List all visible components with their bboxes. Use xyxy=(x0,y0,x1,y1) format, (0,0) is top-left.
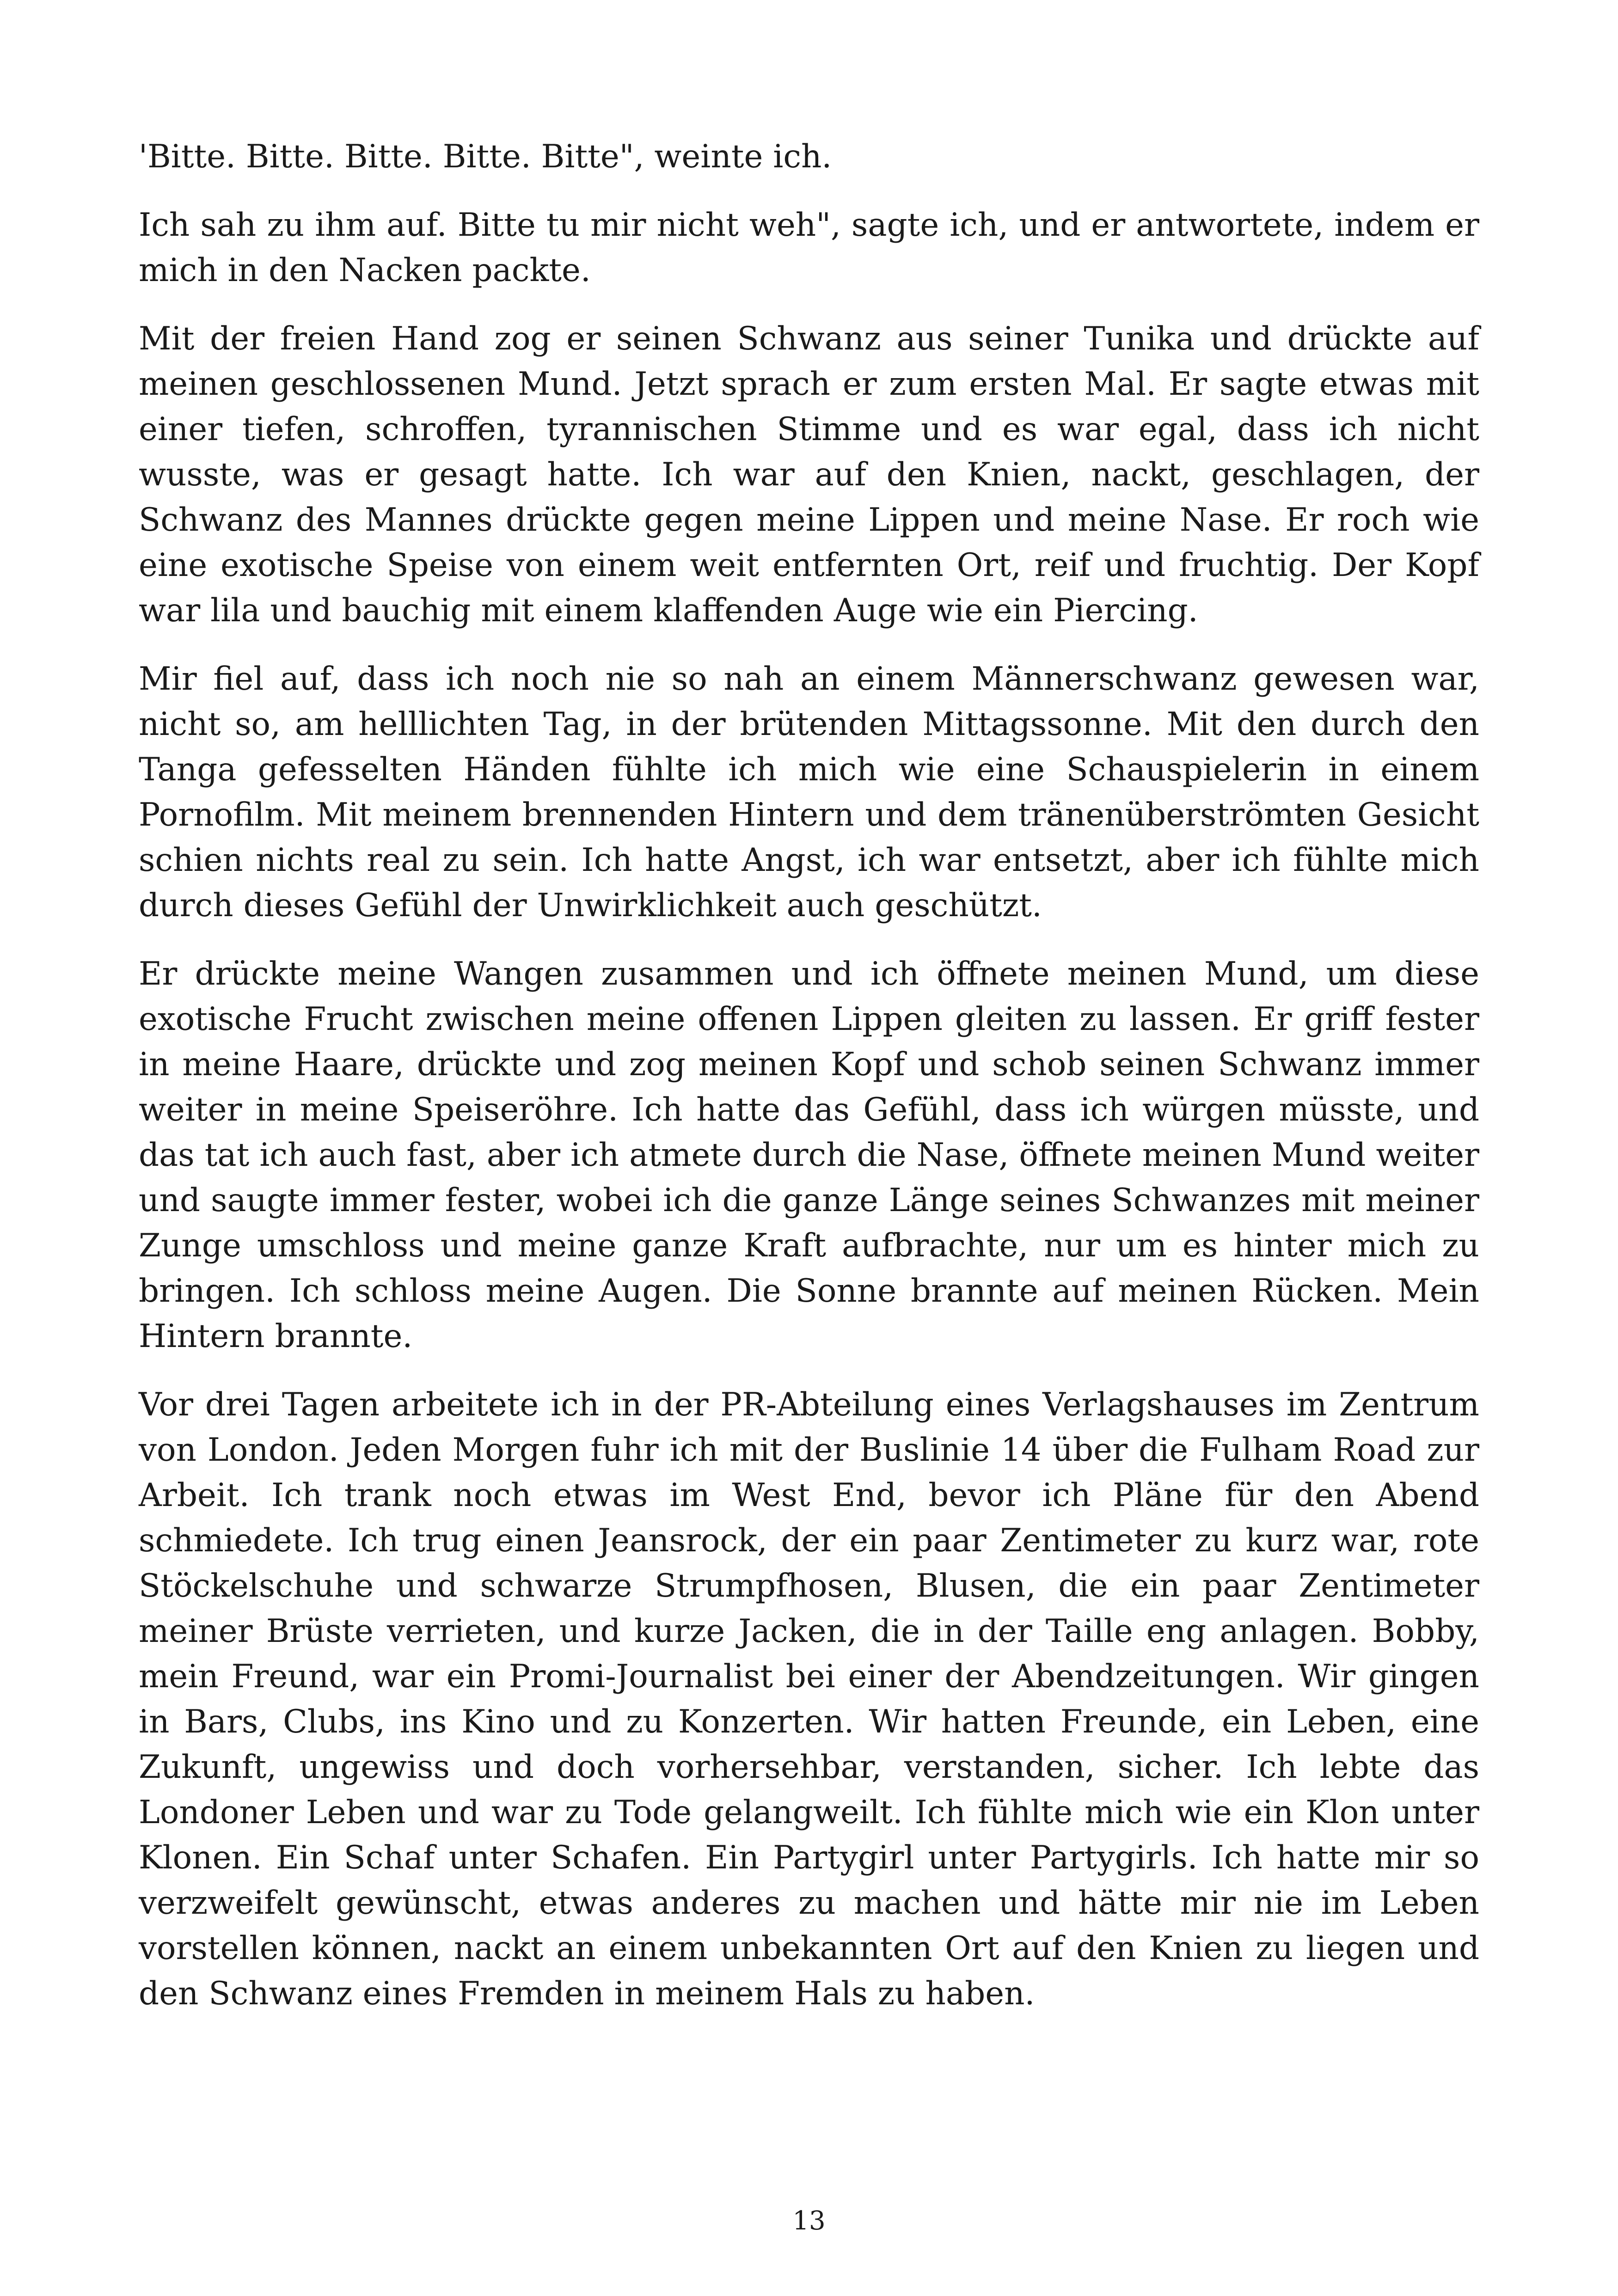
paragraph-1: 'Bitte. Bitte. Bitte. Bitte. Bitte", weinte ich. xyxy=(139,138,832,175)
paragraph-6: Vor drei Tagen arbeitete ich in der PR-Abteilung eines Verlagshauses im Zentrum von London. Jeden Morgen fuhr ich mit der Buslinie 14 über die Fulham Road zur Arbeit. Ich trank noch etwas im West End, bevor ich Pläne für den Abend schmiedete. Ich trug einen Jeansrock, der ein paar Zentimeter zu kurz war, rote Stöckelschuhe und schwarze Strumpfhosen, Blusen, die ein paar Zentimeter meiner Brüste verrieten, und kurze Jacken, die in der Taille eng anlagen. Bobby, mein Freund, war ein Promi-Journalist bei einer der Abendzeitungen. Wir gingen in Bars, Clubs, ins Kino und zu Konzerten. Wir hatten Freunde, ein Leben, eine Zukunft, ungewiss und doch vorhersehbar, verstanden, sicher. Ich lebte das Londoner Leben und war zu Tode gelangweilt. Ich fühlte mich wie ein Klon unter Klonen. Ein Schaf unter Schafen. Ein Partygirl unter Partygirls. Ich hatte mir so verzweifelt gewünscht, etwas anderes zu machen und hätte mir nie im Leben vorstellen können, nackt an einem unbekannten Ort auf den Knien zu liegen und den Schwanz eines Fremden in meinem Hals zu haben. xyxy=(139,1386,1479,2012)
paragraph-3: Mit der freien Hand zog er seinen Schwanz aus seiner Tunika und drückte auf meinen geschlossenen Mund. Jetzt sprach er zum ersten Mal. Er sagte etwas mit einer tiefen, schroffen, tyrannischen Stimme und es war egal, dass ich nicht wusste, was er gesagt hatte. Ich war auf den Knien, nackt, geschlagen, der Schwanz des Mannes drückte gegen meine Lippen und meine Nase. Er roch wie eine exotische Speise von einem weit entfernten Ort, reif und fruchtig. Der Kopf war lila und bauchig mit einem klaffenden Auge wie ein Piercing. xyxy=(139,320,1479,629)
paragraph-5: Er drückte meine Wangen zusammen und ich öffnete meinen Mund, um diese exotische Frucht zwischen meine offenen Lippen gleiten zu lassen. Er griff fester in meine Haare, drückte und zog meinen Kopf und schob seinen Schwanz immer weiter in meine Speiseröhre. Ich hatte das Gefühl, dass ich würgen müsste, und das tat ich auch fast, aber ich atmete durch die Nase, öffnete meinen Mund weiter und saugte immer fester, wobei ich die ganze Länge seines Schwanzes mit meiner Zunge umschloss und meine ganze Kraft aufbrachte, nur um es hinter mich zu bringen. Ich schloss meine Augen. Die Sonne brannte auf meinen Rücken. Mein Hintern brannte. xyxy=(139,955,1479,1355)
page-number: 13 xyxy=(792,2206,826,2236)
body-text xyxy=(139,134,1479,2039)
paragraph-2: Ich sah zu ihm auf. Bitte tu mir nicht weh", sagte ich, und er antwortete, indem er mich in den Nacken packte. xyxy=(139,207,1479,289)
paragraph-4: Mir fiel auf, dass ich noch nie so nah an einem Männerschwanz gewesen war, nicht so, am helllichten Tag, in der brütenden Mittagssonne. Mit den durch den Tanga gefesselten Händen fühlte ich mich wie eine Schauspielerin in einem Pornofilm. Mit meinem brennenden Hintern und dem tränenüberströmten Gesicht schien nichts real zu sein. Ich hatte Angst, ich war entsetzt, aber ich fühlte mich durch dieses Gefühl der Unwirklichkeit auch geschützt. xyxy=(139,661,1479,924)
